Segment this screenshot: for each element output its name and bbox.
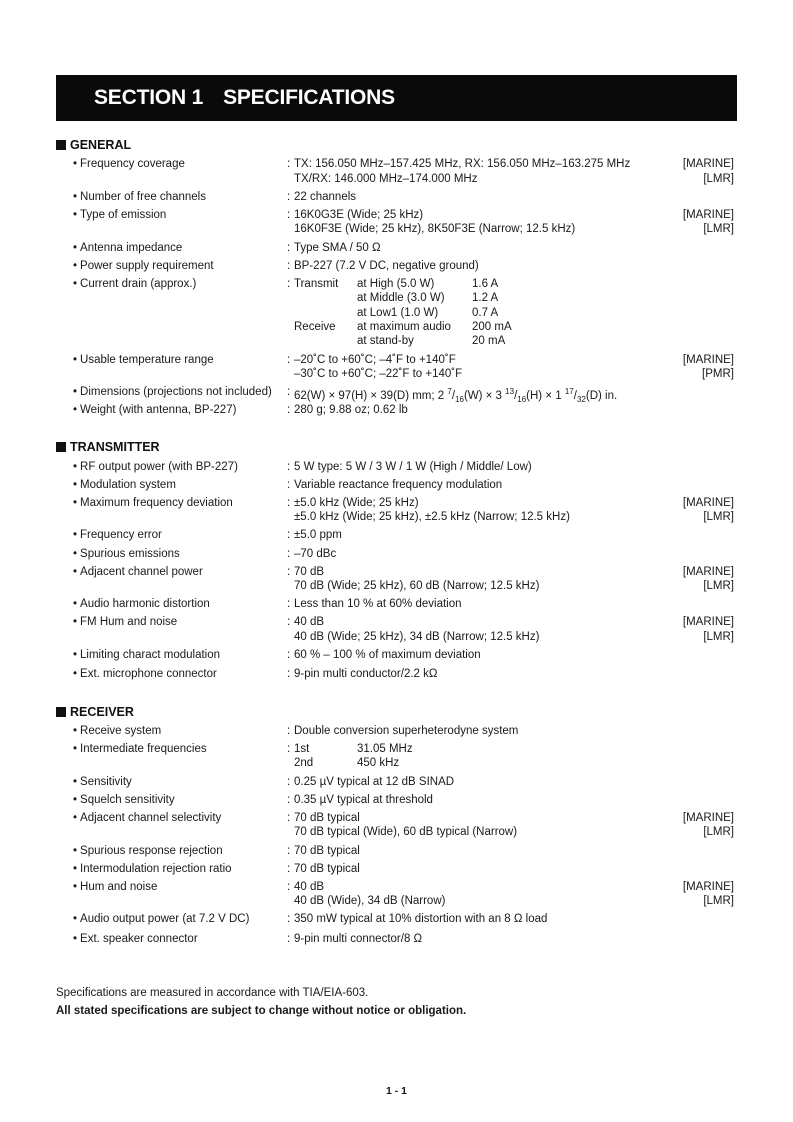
- spec-value: ±5.0 kHz (Wide; 25 kHz), ±2.5 kHz (Narrow; 12.5 kHz): [294, 511, 570, 523]
- spec-value: 70 dB typical: [294, 812, 360, 824]
- spec-label: • Spurious emissions: [73, 548, 180, 560]
- general-heading: GENERAL: [56, 137, 131, 153]
- colon: :: [287, 845, 291, 857]
- spec-label: • RF output power (with BP-227): [73, 461, 238, 473]
- spec-label: • Squelch sensitivity: [73, 794, 175, 806]
- spec-label: • Usable temperature range: [73, 354, 214, 366]
- spec-label: • Frequency coverage: [73, 158, 185, 170]
- spec-label: • Ext. microphone connector: [73, 668, 217, 680]
- colon: :: [287, 158, 291, 170]
- spec-value: BP-227 (7.2 V DC, negative ground): [294, 260, 479, 272]
- colon: :: [287, 913, 291, 925]
- spec-label: • Dimensions (projections not included): [73, 386, 272, 398]
- colon: :: [287, 725, 291, 737]
- region-tag: [MARINE]: [682, 209, 734, 221]
- spec-value: –70 dBc: [294, 548, 337, 560]
- drain-condition: at High (5.0 W): [357, 278, 435, 290]
- colon: :: [287, 933, 291, 945]
- page-number: 1 - 1: [385, 1085, 407, 1097]
- spec-label: • Modulation system: [73, 479, 176, 491]
- colon: :: [287, 386, 291, 398]
- spec-value: Less than 10 % at 60% deviation: [294, 598, 462, 610]
- spec-label: • Frequency error: [73, 529, 162, 541]
- region-tag: [LMR]: [703, 173, 734, 185]
- spec-value: 9-pin multi conductor/2.2 kΩ: [294, 668, 438, 680]
- spec-value: 16K0G3E (Wide; 25 kHz): [294, 209, 424, 221]
- spec-value: Double conversion superheterodyne system: [294, 725, 519, 737]
- colon: :: [287, 566, 291, 578]
- region-tag: [LMR]: [703, 631, 734, 643]
- spec-value: Variable reactance frequency modulation: [294, 479, 503, 491]
- spec-value: 40 dB (Wide; 25 kHz), 34 dB (Narrow; 12.5 kHz): [294, 631, 540, 643]
- spec-label: • Ext. speaker connector: [73, 933, 198, 945]
- colon: :: [287, 598, 291, 610]
- region-tag: [LMR]: [703, 895, 734, 907]
- colon: :: [287, 616, 291, 628]
- colon: :: [287, 812, 291, 824]
- if-value: 31.05 MHz: [357, 743, 413, 755]
- spec-value: 70 dB (Wide; 25 kHz), 60 dB (Narrow; 12.5 kHz): [294, 580, 540, 592]
- region-tag: [MARINE]: [682, 812, 734, 824]
- spec-value: ±5.0 kHz (Wide; 25 kHz): [294, 497, 419, 509]
- section-title: SPECIFICATIONS: [223, 86, 395, 109]
- disclaimer: All stated specifications are subject to change without notice or obligation.: [56, 1005, 467, 1017]
- colon: :: [287, 479, 291, 491]
- colon: :: [287, 776, 291, 788]
- spec-label: • Spurious response rejection: [73, 845, 223, 857]
- spec-label: • Type of emission: [73, 209, 167, 221]
- drain-value: 0.7 A: [472, 307, 499, 319]
- spec-value: 40 dB: [294, 616, 325, 628]
- region-tag: [LMR]: [703, 223, 734, 235]
- colon: :: [287, 649, 291, 661]
- drain-condition: at Low1 (1.0 W): [357, 307, 439, 319]
- spec-label: • Sensitivity: [73, 776, 132, 788]
- if-stage: 1st: [294, 743, 310, 755]
- square-bullet-icon: [56, 140, 66, 150]
- region-tag: [LMR]: [703, 511, 734, 523]
- if-value: 450 kHz: [357, 757, 400, 769]
- spec-value: 60 % – 100 % of maximum deviation: [294, 649, 481, 661]
- drain-value: 20 mA: [472, 335, 506, 347]
- spec-value: –20˚C to +60˚C; –4˚F to +140˚F: [294, 354, 456, 366]
- spec-value: 0.25 µV typical at 12 dB SINAD: [294, 776, 455, 788]
- colon: :: [287, 668, 291, 680]
- spec-value: 22 channels: [294, 191, 357, 203]
- drain-value: 1.6 A: [472, 278, 499, 290]
- colon: :: [287, 548, 291, 560]
- colon: :: [287, 242, 291, 254]
- region-tag: [PMR]: [702, 368, 734, 380]
- spec-label: • Power supply requirement: [73, 260, 214, 272]
- region-tag: [LMR]: [703, 580, 734, 592]
- spec-value: 40 dB: [294, 881, 325, 893]
- spec-label: • FM Hum and noise: [73, 616, 178, 628]
- spec-label: • Adjacent channel power: [73, 566, 203, 578]
- spec-value: Type SMA / 50 Ω: [294, 242, 381, 254]
- spec-value: 9-pin multi connector/8 Ω: [294, 933, 423, 945]
- spec-value: TX/RX: 146.000 MHz–174.000 MHz: [294, 173, 478, 185]
- drain-mode: Transmit: [294, 278, 339, 290]
- square-bullet-icon: [56, 442, 66, 452]
- spec-label: • Hum and noise: [73, 881, 158, 893]
- region-tag: [MARINE]: [682, 497, 734, 509]
- spec-value: –30˚C to +60˚C; –22˚F to +140˚F: [294, 368, 463, 380]
- spec-label: • Maximum frequency deviation: [73, 497, 233, 509]
- section-number: SECTION 1: [94, 86, 204, 109]
- colon: :: [287, 863, 291, 875]
- region-tag: [MARINE]: [682, 881, 734, 893]
- spec-label: • Number of free channels: [73, 191, 206, 203]
- spec-label: • Intermodulation rejection ratio: [73, 863, 232, 875]
- colon: :: [287, 529, 291, 541]
- spec-value: 70 dB: [294, 566, 325, 578]
- spec-label: • Limiting charact modulation: [73, 649, 221, 661]
- spec-value: 16K0F3E (Wide; 25 kHz), 8K50F3E (Narrow; 12.5 kHz): [294, 223, 576, 235]
- colon: :: [287, 209, 291, 221]
- colon: :: [287, 260, 291, 272]
- spec-label: • Receive system: [73, 725, 162, 737]
- colon: :: [287, 354, 291, 366]
- colon: :: [287, 404, 291, 416]
- drain-condition: at stand-by: [357, 335, 414, 347]
- section-banner: [56, 75, 737, 121]
- region-tag: [LMR]: [703, 826, 734, 838]
- receiver-heading: RECEIVER: [56, 704, 134, 720]
- spec-value: ±5.0 ppm: [294, 529, 342, 541]
- colon: :: [287, 191, 291, 203]
- spec-value: 70 dB typical (Wide), 60 dB typical (Narrow): [294, 826, 518, 838]
- spec-label: • Audio output power (at 7.2 V DC): [73, 913, 250, 925]
- spec-value: 0.35 µV typical at threshold: [294, 794, 433, 806]
- spec-value: 70 dB typical: [294, 845, 360, 857]
- spec-value: 62(W) × 97(H) × 39(D) mm; 2 $^7/_{16}(W) \times 3$ $^{13}/_{16}(H) \times 1$ $^{17}/_{32}(D)$ in.: [294, 387, 618, 405]
- drain-condition: at maximum audio: [357, 321, 451, 333]
- drain-value: 1.2 A: [472, 292, 499, 304]
- colon: :: [287, 881, 291, 893]
- spec-label: • Antenna impedance: [73, 242, 183, 254]
- square-bullet-icon: [56, 707, 66, 717]
- spec-value: 280 g; 9.88 oz; 0.62 lb: [294, 404, 408, 416]
- spec-value: TX: 156.050 MHz–157.425 MHz, RX: 156.050 MHz–163.275 MHz: [294, 158, 631, 170]
- colon: :: [287, 278, 291, 290]
- spec-label: • Weight (with antenna, BP-227): [73, 404, 237, 416]
- transmitter-heading: TRANSMITTER: [56, 439, 160, 455]
- if-stage: 2nd: [294, 757, 314, 769]
- region-tag: [MARINE]: [682, 566, 734, 578]
- colon: :: [287, 794, 291, 806]
- region-tag: [MARINE]: [682, 354, 734, 366]
- colon: :: [287, 497, 291, 509]
- spec-value: 350 mW typical at 10% distortion with an 8 Ω load: [294, 913, 548, 925]
- spec-value: 70 dB typical: [294, 863, 360, 875]
- colon: :: [287, 461, 291, 473]
- measurement-note: Specifications are measured in accordance with TIA/EIA-603.: [56, 987, 369, 999]
- spec-value: 40 dB (Wide), 34 dB (Narrow): [294, 895, 446, 907]
- colon: :: [287, 743, 291, 755]
- spec-value: 5 W type: 5 W / 3 W / 1 W (High / Middle/ Low): [294, 461, 532, 473]
- region-tag: [MARINE]: [682, 616, 734, 628]
- drain-mode: Receive: [294, 321, 336, 333]
- spec-label: • Adjacent channel selectivity: [73, 812, 222, 824]
- spec-label: • Audio harmonic distortion: [73, 598, 210, 610]
- drain-condition: at Middle (3.0 W): [357, 292, 445, 304]
- drain-value: 200 mA: [472, 321, 512, 333]
- spec-label: • Intermediate frequencies: [73, 743, 207, 755]
- spec-label: • Current drain (approx.): [73, 278, 197, 290]
- region-tag: [MARINE]: [682, 158, 734, 170]
